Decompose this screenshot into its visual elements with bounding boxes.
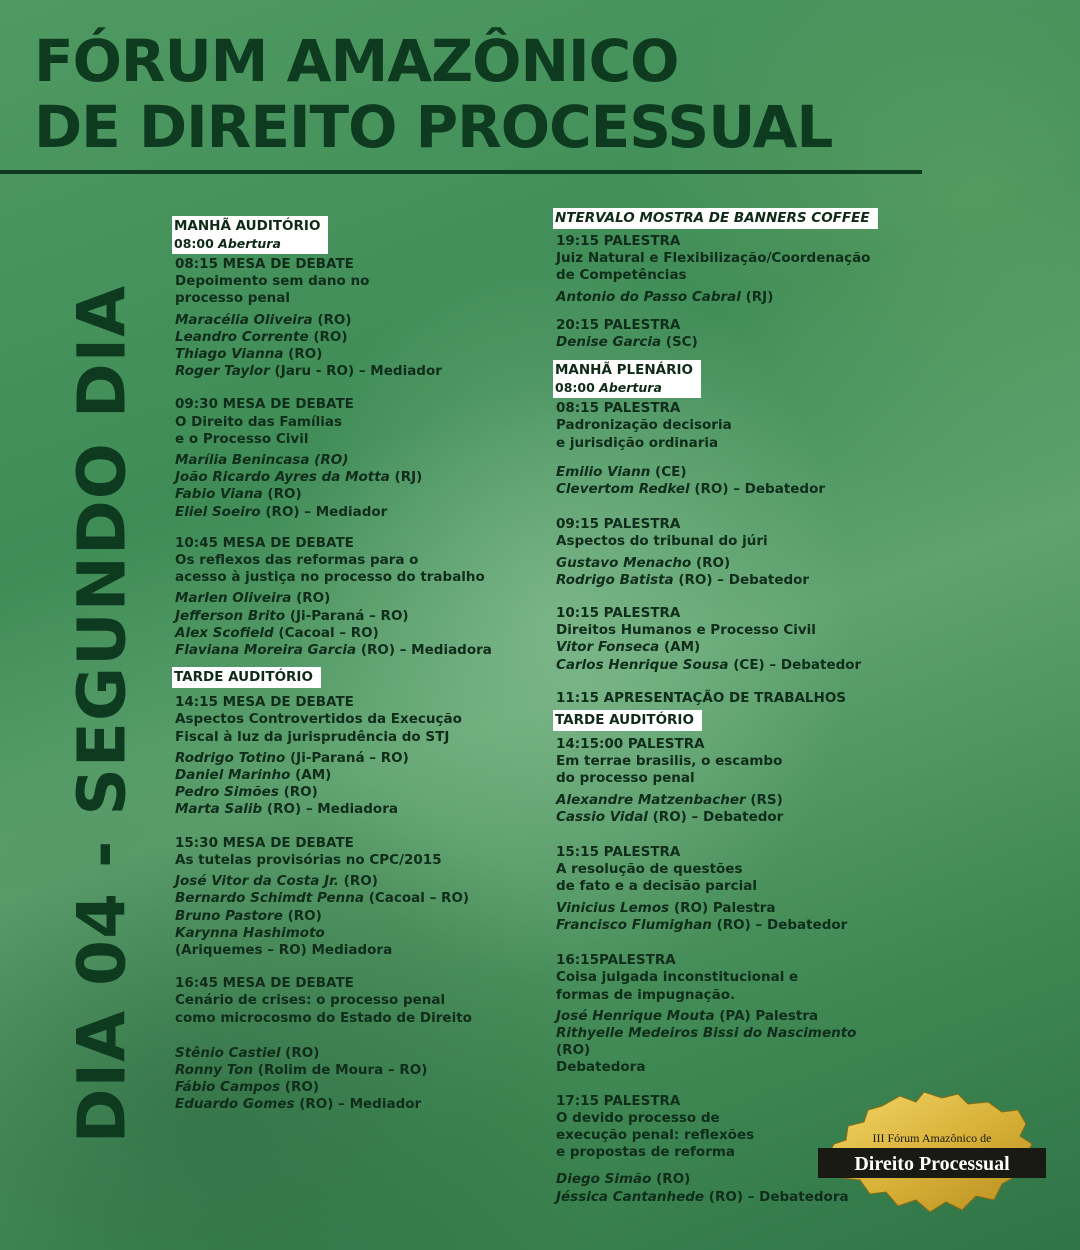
talk-0915: [556, 516, 886, 589]
session-head: 08:15 PALESTRA: [556, 400, 681, 417]
session-topic: formas de impugnação.: [556, 986, 736, 1003]
page-title: [34, 28, 832, 160]
session-1530: [175, 835, 535, 959]
speaker: Thiago Vianna (RO): [175, 346, 323, 363]
session-topic: Coisa julgada inconstitucional e: [556, 969, 799, 986]
session-topic: e o Processo Civil: [175, 430, 309, 447]
session-topic: Aspectos Controvertidos da Execução: [175, 711, 462, 728]
schedule-left-column: [175, 216, 535, 1114]
speaker: Ronny Ton (Rolim de Moura – RO): [175, 1061, 428, 1078]
session-1645: [175, 975, 535, 1113]
session-topic: e propostas de reforma: [556, 1144, 736, 1161]
session-1415: [175, 694, 535, 818]
session-topic: e jurisdição ordinaria: [556, 434, 719, 451]
label-title: TARDE AUDITÓRIO: [174, 669, 313, 686]
session-topic: As tutelas provisórias no CPC/2015: [175, 851, 442, 868]
speaker: Jefferson Brito (Ji-Paraná – RO): [175, 607, 409, 624]
speaker: Eliel Soeiro (RO) – Mediador: [175, 503, 388, 520]
session-topic: de Competências: [556, 267, 687, 284]
section-label-intervalo: [553, 208, 878, 229]
speaker: Rodrigo Batista (RO) – Debatedor: [556, 571, 810, 588]
session-head: 08:15 MESA DE DEBATE: [175, 256, 354, 272]
section-label-manha-auditorio: [172, 216, 328, 254]
speaker: Karynna Hashimoto: [175, 924, 325, 941]
speaker: Cassio Vidal (RO) – Debatedor: [556, 808, 784, 825]
session-topic: execução penal: reflexões: [556, 1126, 755, 1143]
speaker: Rodrigo Totino (Ji-Paraná – RO): [175, 749, 409, 766]
speaker: Diego Simão (RO): [556, 1171, 691, 1188]
label-title: TARDE AUDITÓRIO: [555, 712, 694, 729]
speaker: Flaviana Moreira Garcia (RO) – Mediadora: [175, 642, 492, 659]
session-head: 09:30 MESA DE DEBATE: [175, 396, 354, 413]
speaker: Jéssica Cantanhede (RO) – Debatedora: [556, 1188, 849, 1205]
session-topic: de fato e a decisão parcial: [556, 878, 757, 895]
session-topic: Depoimento sem dano no: [175, 273, 370, 290]
speaker: Antonio do Passo Cabral (RJ): [556, 288, 774, 305]
session-topic: Juiz Natural e Flexibilização/Coordenação: [556, 250, 871, 267]
speaker: Fábio Campos (RO): [175, 1079, 320, 1096]
session-topic: Os reflexos das reformas para o: [175, 552, 419, 569]
day-side-title: DIA 04 - SEGUNDO DIA: [63, 284, 141, 1144]
talk-2015: [556, 317, 886, 351]
session-head: 09:15 PALESTRA: [556, 516, 681, 533]
label-title: MANHÃ PLENÁRIO: [555, 362, 693, 379]
talk-1615: [556, 952, 886, 1076]
session-topic: Padronização decisoria: [556, 417, 732, 434]
session-head: 14:15:00 PALESTRA: [556, 736, 705, 753]
session-topic: O Direito das Famílias: [175, 413, 343, 430]
section-label-tarde-auditorio: [172, 667, 321, 688]
talk-1415: [556, 736, 886, 826]
session-topic: Aspectos do tribunal do júri: [556, 533, 768, 550]
speaker: Clevertom Redkel (RO) – Debatedor: [556, 481, 826, 498]
title-underline: [0, 170, 922, 174]
session-topic: Cenário de crises: o processo penal: [175, 992, 446, 1009]
speaker-role: (Ariquemes – RO) Mediadora: [175, 941, 393, 958]
title-line-1: FÓRUM AMAZÔNICO: [34, 27, 679, 95]
speaker: Alex Scofield (Cacoal – RO): [175, 624, 379, 641]
session-topic: como microcosmo do Estado de Direito: [175, 1009, 472, 1026]
speaker: Francisco Flumighan (RO) – Debatedor: [556, 916, 848, 933]
session-head: 16:15PALESTRA: [556, 952, 676, 969]
speaker: Pedro Simões (RO): [175, 784, 318, 801]
speaker: Emilio Viann (CE): [556, 463, 687, 480]
speaker: José Vitor da Costa Jr. (RO): [175, 873, 378, 890]
speaker: Bruno Pastore (RO): [175, 907, 322, 924]
session-topic: do processo penal: [556, 770, 695, 787]
speaker: Fabio Viana (RO): [175, 486, 302, 503]
talk-0815: [556, 400, 886, 498]
title-line-2: DE DIREITO PROCESSUAL: [34, 93, 833, 161]
session-topic: A resolução de questões: [556, 861, 743, 878]
speaker: Stênio Castiel (RO): [175, 1044, 320, 1061]
session-0930: [175, 396, 535, 520]
session-head: 14:15 MESA DE DEBATE: [175, 694, 354, 711]
session-head: 10:15 PALESTRA: [556, 605, 681, 622]
label-subtitle: 08:00 Abertura: [555, 380, 662, 396]
label-title: MANHÃ AUDITÓRIO: [174, 218, 321, 234]
speaker: Vitor Fonseca (AM): [556, 639, 701, 656]
logo-small-text: III Fórum Amazônico de: [872, 1131, 992, 1145]
session-head: 10:45 MESA DE DEBATE: [175, 534, 354, 551]
session-head: 17:15 PALESTRA: [556, 1092, 681, 1109]
session-0815: [175, 256, 535, 380]
schedule-right-column: [556, 208, 886, 1206]
speaker: João Ricardo Ayres da Motta (RJ): [175, 469, 423, 486]
talk-1915: [556, 233, 886, 306]
talk-1115: [556, 690, 886, 707]
session-head: 20:15 PALESTRA: [556, 316, 681, 333]
session-head: 15:30 MESA DE DEBATE: [175, 834, 354, 851]
session-head: 19:15 PALESTRA: [556, 233, 681, 249]
logo-big-text: Direito Processual: [854, 1153, 1010, 1175]
section-label-tarde-auditorio: [553, 710, 702, 731]
speaker: Rithyelle Medeiros Bissi do Nascimento (RO): [556, 1024, 857, 1059]
session-head: 11:15 APRESENTAÇÃO DE TRABALHOS: [556, 689, 847, 706]
session-topic: acesso à justiça no processo do trabalho: [175, 569, 485, 586]
speaker: Gustavo Menacho (RO): [556, 554, 731, 571]
speaker: José Henrique Mouta (PA) Palestra: [556, 1007, 819, 1024]
session-topic: processo penal: [175, 290, 290, 307]
session-topic: Fiscal à luz da jurisprudência do STJ: [175, 728, 450, 745]
speaker: Bernardo Schimdt Penna (Cacoal – RO): [175, 890, 470, 907]
speaker: Vinicius Lemos (RO) Palestra: [556, 899, 776, 916]
speaker: Daniel Marinho (AM): [175, 767, 332, 784]
speaker: Marília Benincasa (RO): [175, 452, 349, 469]
speaker: Leandro Corrente (RO): [175, 328, 348, 345]
talk-1015: [556, 605, 886, 674]
speaker: Roger Taylor (Jaru - RO) – Mediador: [175, 363, 442, 380]
section-label-manha-plenario: [553, 360, 701, 398]
session-topic: Em terrae brasilis, o escambo: [556, 753, 783, 770]
speaker-role: Debatedora: [556, 1059, 646, 1076]
speaker: Carlos Henrique Sousa (CE) – Debatedor: [556, 656, 862, 673]
session-topic: O devido processo de: [556, 1109, 720, 1126]
forum-logo: [812, 1088, 1052, 1218]
session-1045: [175, 535, 535, 659]
session-head: 15:15 PALESTRA: [556, 844, 681, 861]
speaker: Marlen Oliveira (RO): [175, 590, 331, 607]
speaker: Eduardo Gomes (RO) – Mediador: [175, 1096, 422, 1113]
speaker: Denise Garcia (SC): [556, 334, 698, 351]
speaker: Marta Salib (RO) – Mediadora: [175, 801, 398, 818]
speaker: Alexandre Matzenbacher (RS): [556, 791, 783, 808]
session-topic: Direitos Humanos e Processo Civil: [556, 622, 816, 639]
session-head: 16:45 MESA DE DEBATE: [175, 975, 354, 992]
label-title: NTERVALO MOSTRA DE BANNERS COFFEE: [555, 210, 870, 226]
speaker: Maracélia Oliveira (RO): [175, 311, 352, 328]
label-subtitle: 08:00 Abertura: [174, 236, 281, 251]
talk-1515: [556, 844, 886, 934]
